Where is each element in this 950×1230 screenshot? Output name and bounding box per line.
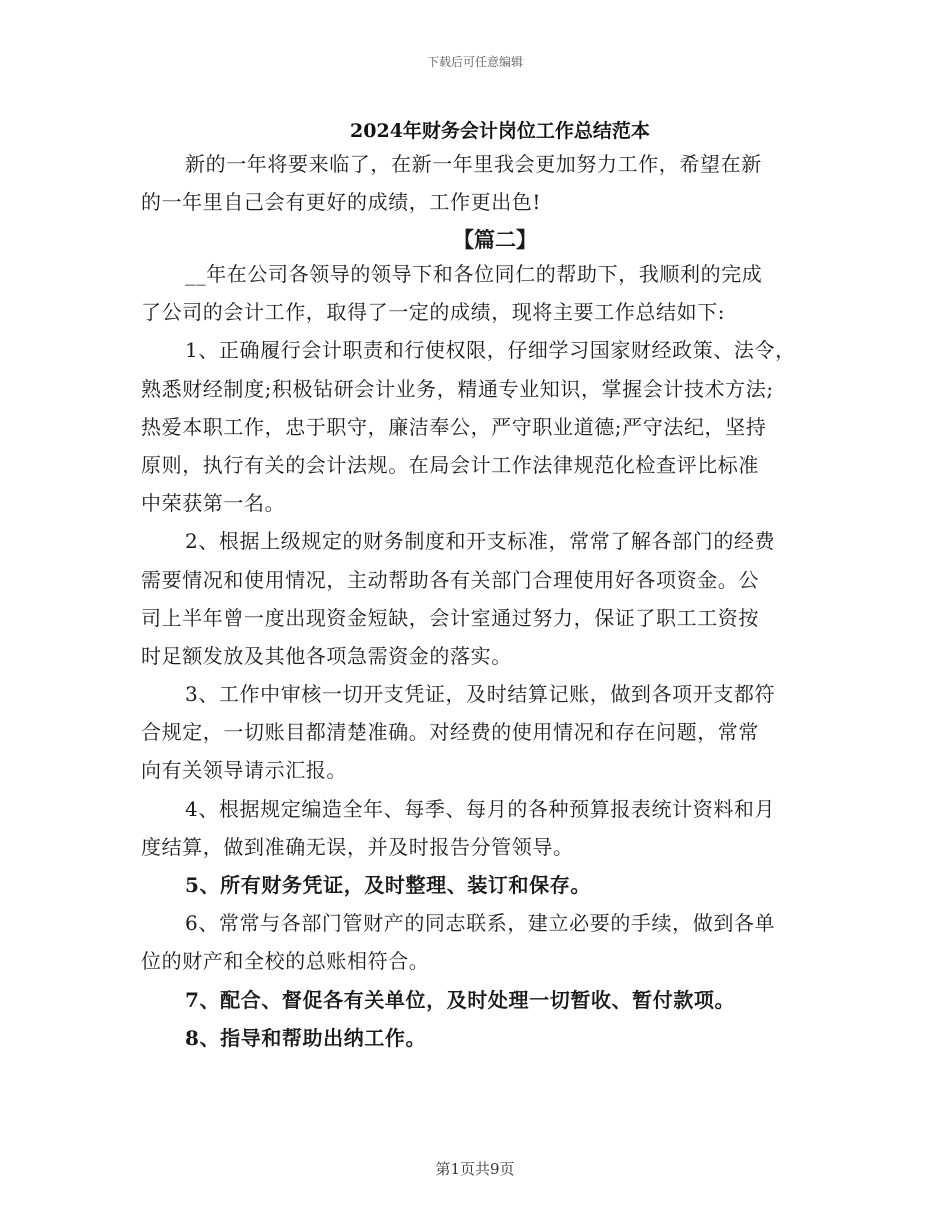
paragraph-line: 7、配合、督促各有关单位，及时处理一切暂收、暂付款项。 <box>185 987 736 1012</box>
paragraph-line: 合规定，一切账目都清楚准确。对经费的使用情况和存在问题，常常 <box>141 720 759 745</box>
paragraph-line: 5、所有财务凭证，及时整理、装订和保存。 <box>185 873 591 897</box>
paragraph-line: 2、根据上级规定的财务制度和开支标准，常常了解各部门的经费 <box>185 529 776 554</box>
paragraph-line: 3、工作中审核一切开支凭证，及时结算记账，做到各项开支都符 <box>185 682 776 707</box>
section-heading: 【篇二】 <box>453 227 537 252</box>
paragraph-line: 位的财产和全校的总账相符合。 <box>141 949 430 974</box>
paragraph-line: 熟悉财经制度;积极钻研会计业务，精通专业知识，掌握会计技术方法; <box>141 376 774 401</box>
paragraph-line: 中荣获第一名。 <box>141 491 286 516</box>
paragraph-line: 司上半年曾一度出现资金短缺，会计室通过努力，保证了职工工资按 <box>141 605 759 630</box>
paragraph-line: 4、根据规定编造全年、每季、每月的各种预算报表统计资料和月 <box>185 796 776 821</box>
paragraph-line: __年在公司各领导的领导下和各位同仁的帮助下，我顺利的完成 <box>185 262 763 286</box>
paragraph-item-3 <box>141 675 816 790</box>
paragraph-item-5 <box>141 866 816 904</box>
paragraph-line: 1、正确履行会计职责和行使权限，仔细学习国家财经政策、法令， <box>185 338 796 363</box>
paragraph-intro-summary <box>141 255 816 331</box>
paragraph-line: 原则，执行有关的会计法规。在局会计工作法律规范化检查评比标准 <box>141 452 759 477</box>
paragraph-item-8 <box>141 1019 816 1057</box>
paragraph-line: 热爱本职工作，忠于职守，廉洁奉公，严守职业道德;严守法纪，坚持 <box>141 414 767 439</box>
paragraph-line: 度结算，做到准确无误，并及时报告分管领导。 <box>141 834 574 859</box>
paragraph-line: 了公司的会计工作，取得了一定的成绩，现将主要工作总结如下: <box>141 300 726 325</box>
paragraph-line: 时足额发放及其他各项急需资金的落实。 <box>141 643 512 668</box>
paragraph-line: 6、常常与各部门管财产的同志联系，建立必要的手续，做到各单 <box>185 911 776 936</box>
intro-line: 的一年里自己会有更好的成绩，工作更出色! <box>141 190 542 215</box>
paragraph-item-7 <box>141 981 816 1019</box>
paragraph-line: 向有关领导请示汇报。 <box>141 758 347 783</box>
paragraph-item-4 <box>141 790 816 866</box>
document-title: 2024年财务会计岗位工作总结范本 <box>350 120 650 142</box>
paragraph-item-6 <box>141 904 816 980</box>
paragraph-item-2 <box>141 522 816 675</box>
paragraph-item-1 <box>141 331 816 522</box>
paragraph-line: 8、指导和帮助出纳工作。 <box>185 1025 427 1050</box>
paragraph-line: 需要情况和使用情况，主动帮助各有关部门合理使用好各项资金。公 <box>141 567 759 592</box>
document-body <box>141 255 816 1057</box>
page-number: 第1页共9页 <box>435 1160 515 1178</box>
intro-line: 新的一年将要来临了，在新一年里我会更加努力工作，希望在新 <box>185 152 762 176</box>
page-header-note: 下载后可任意编辑 <box>426 55 523 69</box>
intro-paragraph <box>141 145 816 221</box>
